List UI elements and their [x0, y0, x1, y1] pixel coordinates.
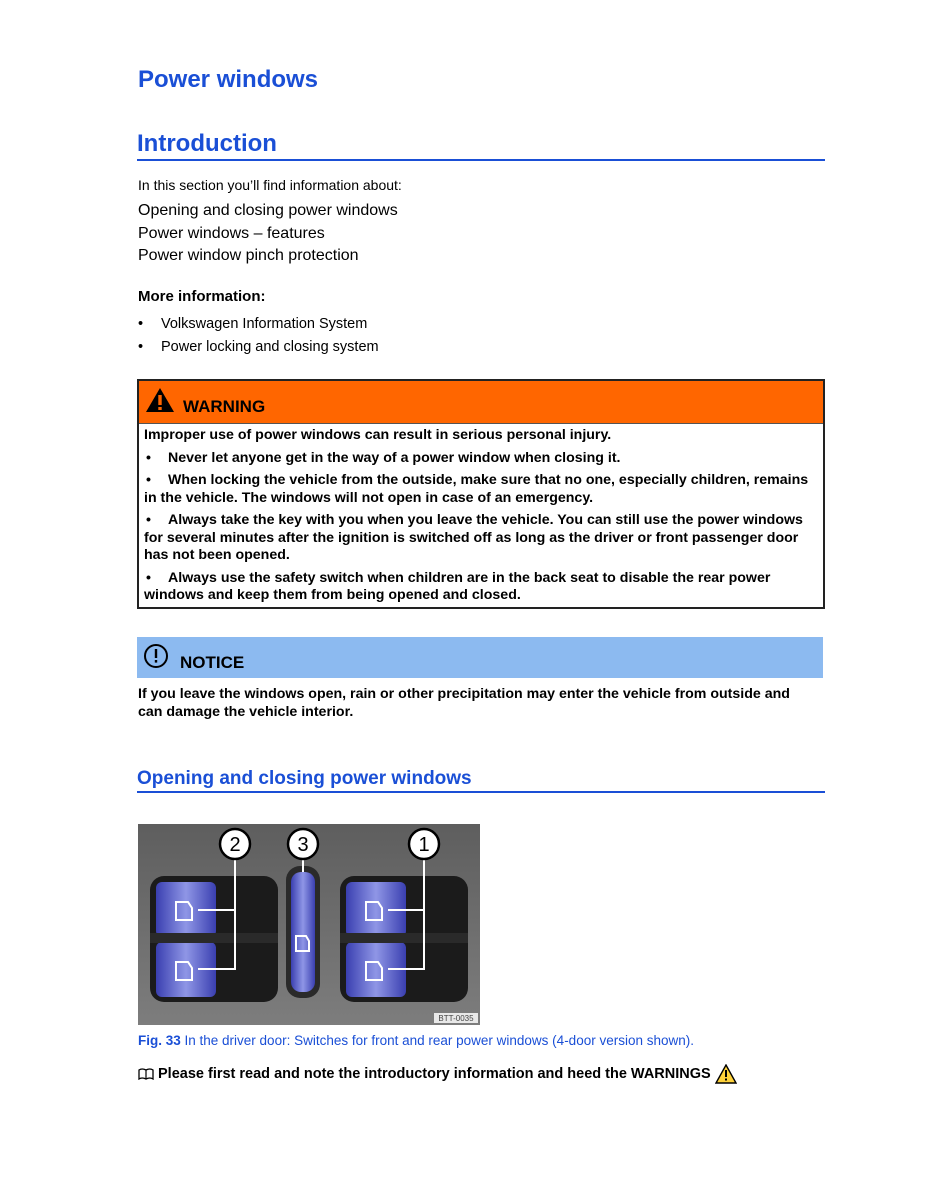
- list-item-label: Power locking and closing system: [161, 339, 379, 355]
- notice-header: [137, 637, 823, 678]
- bullet-icon: •: [146, 449, 151, 466]
- notice-text: If you leave the windows open, rain or other precipitation may enter the vehicle from outside and can damage the vehicle interior.: [138, 686, 790, 720]
- bullet-icon: •: [146, 472, 151, 488]
- warning-box: [137, 379, 825, 609]
- topic-list: [138, 200, 398, 268]
- read-first-note: [138, 1064, 737, 1084]
- more-information-list: [138, 314, 379, 360]
- warning-item: • When locking the vehicle from the outside, make sure that no one, especially children, remains in the vehicle. The windows will not open in case of an emergency.: [144, 472, 809, 506]
- warning-body: [139, 424, 823, 605]
- bullet-icon: •: [146, 512, 151, 528]
- topic-item[interactable]: Power windows – features: [138, 224, 325, 242]
- book-icon: [138, 1068, 154, 1080]
- warning-title: WARNING: [183, 397, 266, 416]
- switch-illustration: [138, 824, 480, 1025]
- bullet-icon: •: [146, 569, 151, 586]
- bullet-icon: •: [138, 316, 144, 332]
- exclamation-circle-icon: [143, 643, 169, 669]
- list-item[interactable]: [138, 337, 379, 360]
- more-information-label: More information:: [138, 288, 266, 305]
- window-switch-figure: [138, 824, 480, 1025]
- warning-triangle-icon[interactable]: [715, 1064, 737, 1084]
- intro-lead: In this section you’ll find information about:: [138, 177, 402, 193]
- list-item-label: Volkswagen Information System: [161, 316, 368, 332]
- figure-code: BTT-0035: [438, 1014, 474, 1023]
- list-item[interactable]: [138, 314, 379, 337]
- warning-item: • Always use the safety switch when children are in the back seat to disable the rear power windows and keep them from being opened and closed.: [144, 569, 771, 603]
- callout-1-label: 1: [418, 834, 430, 856]
- notice-title: NOTICE: [180, 653, 245, 672]
- topic-item[interactable]: Power window pinch protection: [138, 247, 359, 264]
- topic-item[interactable]: Opening and closing power windows: [138, 202, 398, 219]
- figure-number: Fig. 33: [138, 1033, 181, 1048]
- bullet-icon: •: [138, 339, 144, 355]
- warning-header: [139, 381, 823, 424]
- warning-item: • Always take the key with you when you leave the vehicle. You can still use the power windows for several minutes after the ignition is switched off as long as the driver or front passenger door has not been opened.: [144, 512, 803, 563]
- introduction-heading: Introduction: [137, 130, 825, 161]
- warning-item: • Never let anyone get in the way of a power window when closing it.: [146, 449, 621, 466]
- figure-caption-text: In the driver door: Switches for front and rear power windows (4-door version shown).: [180, 1033, 694, 1048]
- callout-2-label: 2: [229, 834, 241, 856]
- opening-closing-heading: Opening and closing power windows: [137, 768, 825, 793]
- figure-caption: [138, 1033, 694, 1048]
- callout-3-label: 3: [297, 834, 309, 856]
- warning-triangle-icon: [145, 387, 175, 413]
- page-title: Power windows: [138, 66, 319, 93]
- read-first-text: Please first read and note the introductory information and heed the WARNINGS: [158, 1066, 711, 1082]
- warning-lead: Improper use of power windows can result in serious personal injury.: [144, 427, 612, 443]
